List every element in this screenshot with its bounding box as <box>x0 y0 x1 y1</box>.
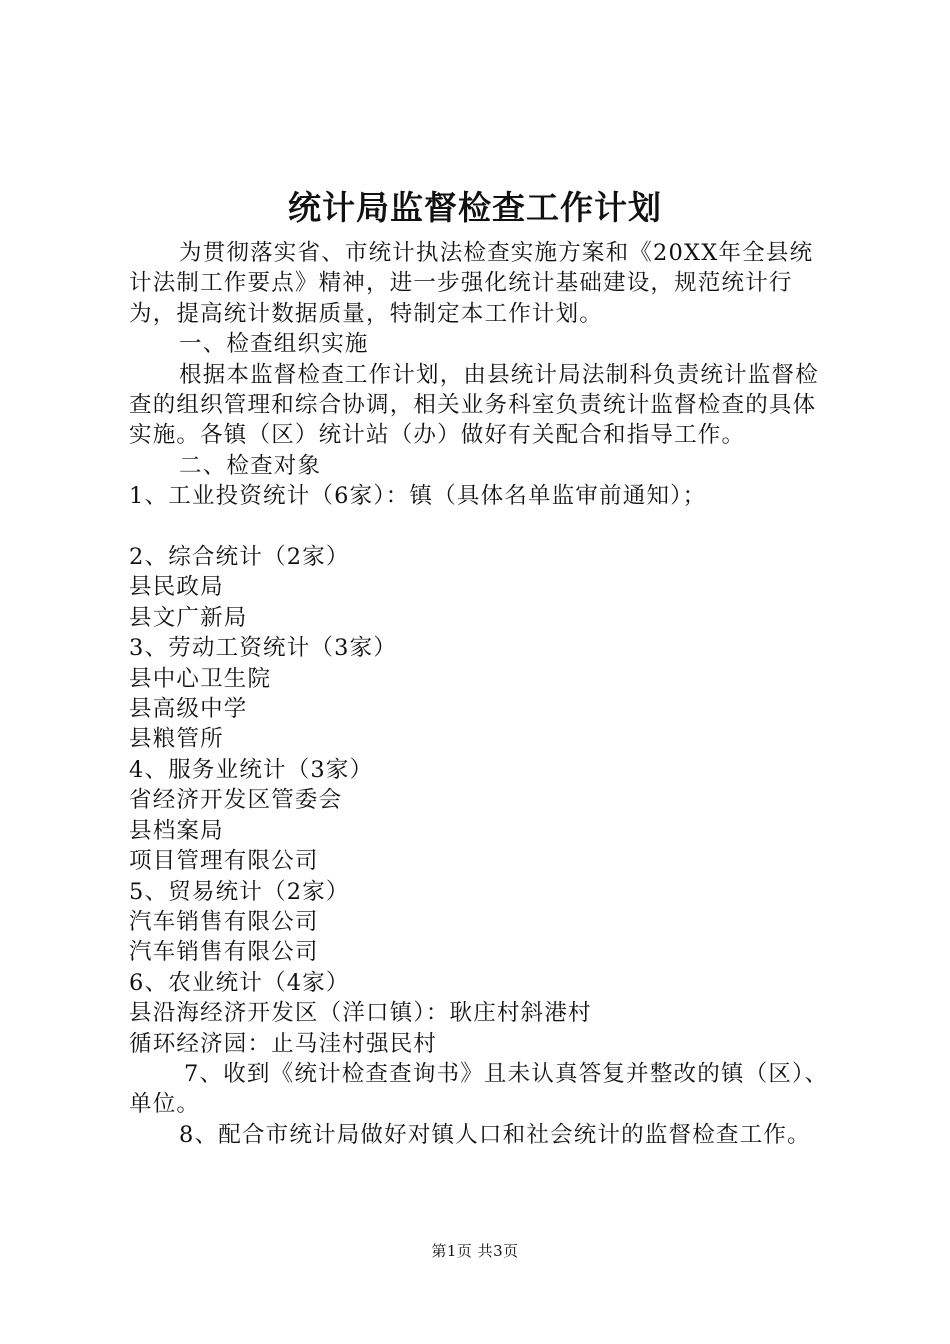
section1-heading: 一、检查组织实施 <box>179 331 369 358</box>
unit-line: 县中心卫生院 <box>129 665 272 692</box>
unit-line: 汽车销售有限公司 <box>129 939 319 966</box>
section2-heading: 二、检查对象 <box>179 452 322 479</box>
page-footer: 第1页 共3页 <box>431 1242 519 1260</box>
unit-line: 县沿海经济开发区（洋口镇）：耿庄村斜港村 <box>129 1000 592 1027</box>
document-title: 统计局监督检查工作计划 <box>288 188 662 227</box>
item-4: 4、服务业统计（3家） <box>129 756 374 783</box>
unit-line: 县文广新局 <box>129 604 248 631</box>
unit-line: 汽车销售有限公司 <box>129 908 319 935</box>
item-8: 8、配合市统计局做好对镇人口和社会统计的监督检查工作。 <box>179 1121 811 1148</box>
unit-line: 县档案局 <box>129 817 224 844</box>
unit-line: 县粮管所 <box>129 726 224 753</box>
unit-line: 县高级中学 <box>129 696 248 723</box>
item-5: 5、贸易统计（2家） <box>129 878 350 905</box>
blank-line <box>129 512 829 542</box>
unit-line: 省经济开发区管委会 <box>129 787 343 814</box>
document-body <box>129 238 829 1150</box>
unit-line: 循环经济园：止马洼村强民村 <box>129 1030 438 1057</box>
section1-paragraph: 根据本监督检查工作计划，由县统计局法制科负责统计监督检查的组织管理和综合协调，相关业务科室负责统计监督检查的具体实施。各镇（区）统计站（办）做好有关配合和指导工作。 <box>129 361 819 449</box>
item-6: 6、农业统计（4家） <box>129 969 350 996</box>
item-7: 7、收到《统计检查查询书》且未认真答复并整改的镇（区）、单位。 <box>129 1060 829 1118</box>
item-3: 3、劳动工资统计（3家） <box>129 635 398 662</box>
item-2: 2、综合统计（2家） <box>129 544 350 571</box>
intro-paragraph: 为贯彻落实省、市统计执法检查实施方案和《20XX年全县统计法制工作要点》精神，进一步强化统计基础建设，规范统计行为，提高统计数据质量，特制定本工作计划。 <box>129 240 814 327</box>
unit-line: 县民政局 <box>129 574 224 601</box>
item-1: 1、工业投资统计（6家）：镇（具体名单监审前通知）； <box>129 483 707 510</box>
unit-line: 项目管理有限公司 <box>129 848 319 875</box>
